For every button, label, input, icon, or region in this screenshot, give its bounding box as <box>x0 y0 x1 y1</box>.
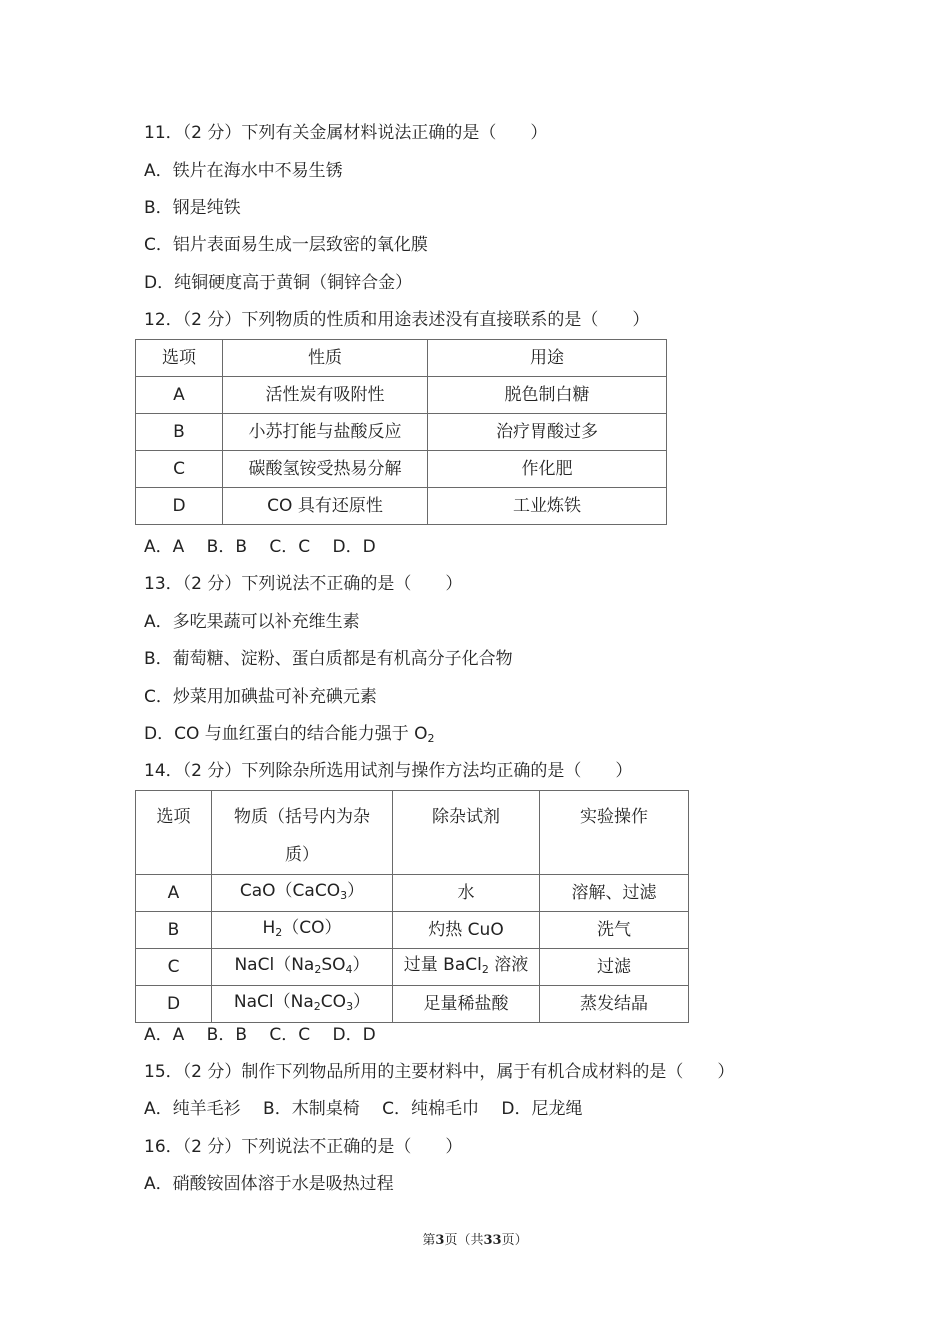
header-cell: 物质（括号内为杂质） <box>212 791 393 875</box>
table-cell: 洗气 <box>540 912 689 949</box>
table-row <box>136 414 667 451</box>
page-total: 33 <box>483 1233 502 1248</box>
page-footer: 第3页（共33页） <box>422 1233 528 1248</box>
table-cell: D <box>136 986 212 1023</box>
q13-option-c: C．炒菜用加碘盐可补充碘元素 <box>144 687 377 707</box>
table-row <box>136 488 667 525</box>
table-row <box>136 912 689 949</box>
table-cell: C <box>136 451 223 488</box>
table-cell: $NaCl(Na_2CO_3)$ <box>212 986 393 1023</box>
table-cell: 过滤 <box>540 949 689 986</box>
table-cell: D <box>136 488 223 525</box>
q11-option-b: B．钢是纯铁 <box>144 198 241 218</box>
table-cell: $NaCl(Na_2SO_4)$ <box>212 949 393 986</box>
table-cell: B <box>136 414 223 451</box>
table-cell: A <box>136 377 223 414</box>
q11-stem: 11．（2 分）下列有关金属材料说法正确的是（ ） <box>144 123 548 143</box>
header-cell: 实验操作 <box>540 791 689 875</box>
table-cell: 碳酸氢铵受热易分解 <box>223 451 428 488</box>
table-cell: 水 <box>393 875 540 912</box>
subscript: 2 <box>427 732 435 745</box>
table-header-row <box>136 340 667 377</box>
q13-option-a: A．多吃果蔬可以补充维生素 <box>144 612 360 632</box>
table-row <box>136 949 689 986</box>
table-cell: 作化肥 <box>428 451 667 488</box>
page-number: 3 <box>435 1233 445 1248</box>
q12-table <box>135 339 667 525</box>
header-cell: 用途 <box>428 340 667 377</box>
q12-answer-options: A．A B．B C．C D．D <box>144 537 376 557</box>
table-cell: 溶解、过滤 <box>540 875 689 912</box>
q14-table <box>135 790 689 1023</box>
table-cell: 蒸发结晶 <box>540 986 689 1023</box>
table-row <box>136 875 689 912</box>
q15-options: A．纯羊毛衫 B．木制桌椅 C．纯棉毛巾 D．尼龙绳 <box>144 1099 583 1119</box>
table-cell: A <box>136 875 212 912</box>
q11-option-d: D．纯铜硬度高于黄铜（铜锌合金） <box>144 273 413 293</box>
header-cell: 除杂试剂 <box>393 791 540 875</box>
table-cell: 治疗胃酸过多 <box>428 414 667 451</box>
table-cell: 小苏打能与盐酸反应 <box>223 414 428 451</box>
table-row <box>136 986 689 1023</box>
table-row <box>136 377 667 414</box>
q15-stem: 15．（2 分）制作下列物品所用的主要材料中，属于有机合成材料的是（ ） <box>144 1062 735 1082</box>
q16-stem: 16．（2 分）下列说法不正确的是（ ） <box>144 1137 463 1157</box>
table-cell: 过量 BaCl$_2$ 溶液 <box>393 949 540 986</box>
q13-option-d-text: D．CO 与血红蛋白的结合能力强于 O <box>144 724 428 744</box>
table-cell: C <box>136 949 212 986</box>
table-header-row <box>136 791 689 875</box>
q13-option-d <box>144 723 435 750</box>
q14-stem: 14．（2 分）下列除杂所选用试剂与操作方法均正确的是（ ） <box>144 761 633 781</box>
header-cell: 选项 <box>136 340 223 377</box>
table-cell: $H_2(CO)$ <box>212 912 393 949</box>
table-cell: 工业炼铁 <box>428 488 667 525</box>
table-cell: B <box>136 912 212 949</box>
table-cell: 活性炭有吸附性 <box>223 377 428 414</box>
table-cell: CO 具有还原性 <box>223 488 428 525</box>
header-cell: 性质 <box>223 340 428 377</box>
q11-option-a: A．铁片在海水中不易生锈 <box>144 161 343 181</box>
header-cell: 选项 <box>136 791 212 875</box>
table-cell: 足量稀盐酸 <box>393 986 540 1023</box>
q16-option-a: A．硝酸铵固体溶于水是吸热过程 <box>144 1174 394 1194</box>
q13-stem: 13．（2 分）下列说法不正确的是（ ） <box>144 574 463 594</box>
table-cell: 灼热 CuO <box>393 912 540 949</box>
table-cell: 脱色制白糖 <box>428 377 667 414</box>
table-row <box>136 451 667 488</box>
table-cell: CaO（CaCO$_3$） <box>212 875 393 912</box>
q13-option-b: B．葡萄糖、淀粉、蛋白质都是有机高分子化合物 <box>144 649 513 669</box>
q12-stem: 12．（2 分）下列物质的性质和用途表述没有直接联系的是（ ） <box>144 310 650 330</box>
q11-option-c: C．铝片表面易生成一层致密的氧化膜 <box>144 235 428 255</box>
q14-answer-options: A．A B．B C．C D．D <box>144 1025 376 1045</box>
